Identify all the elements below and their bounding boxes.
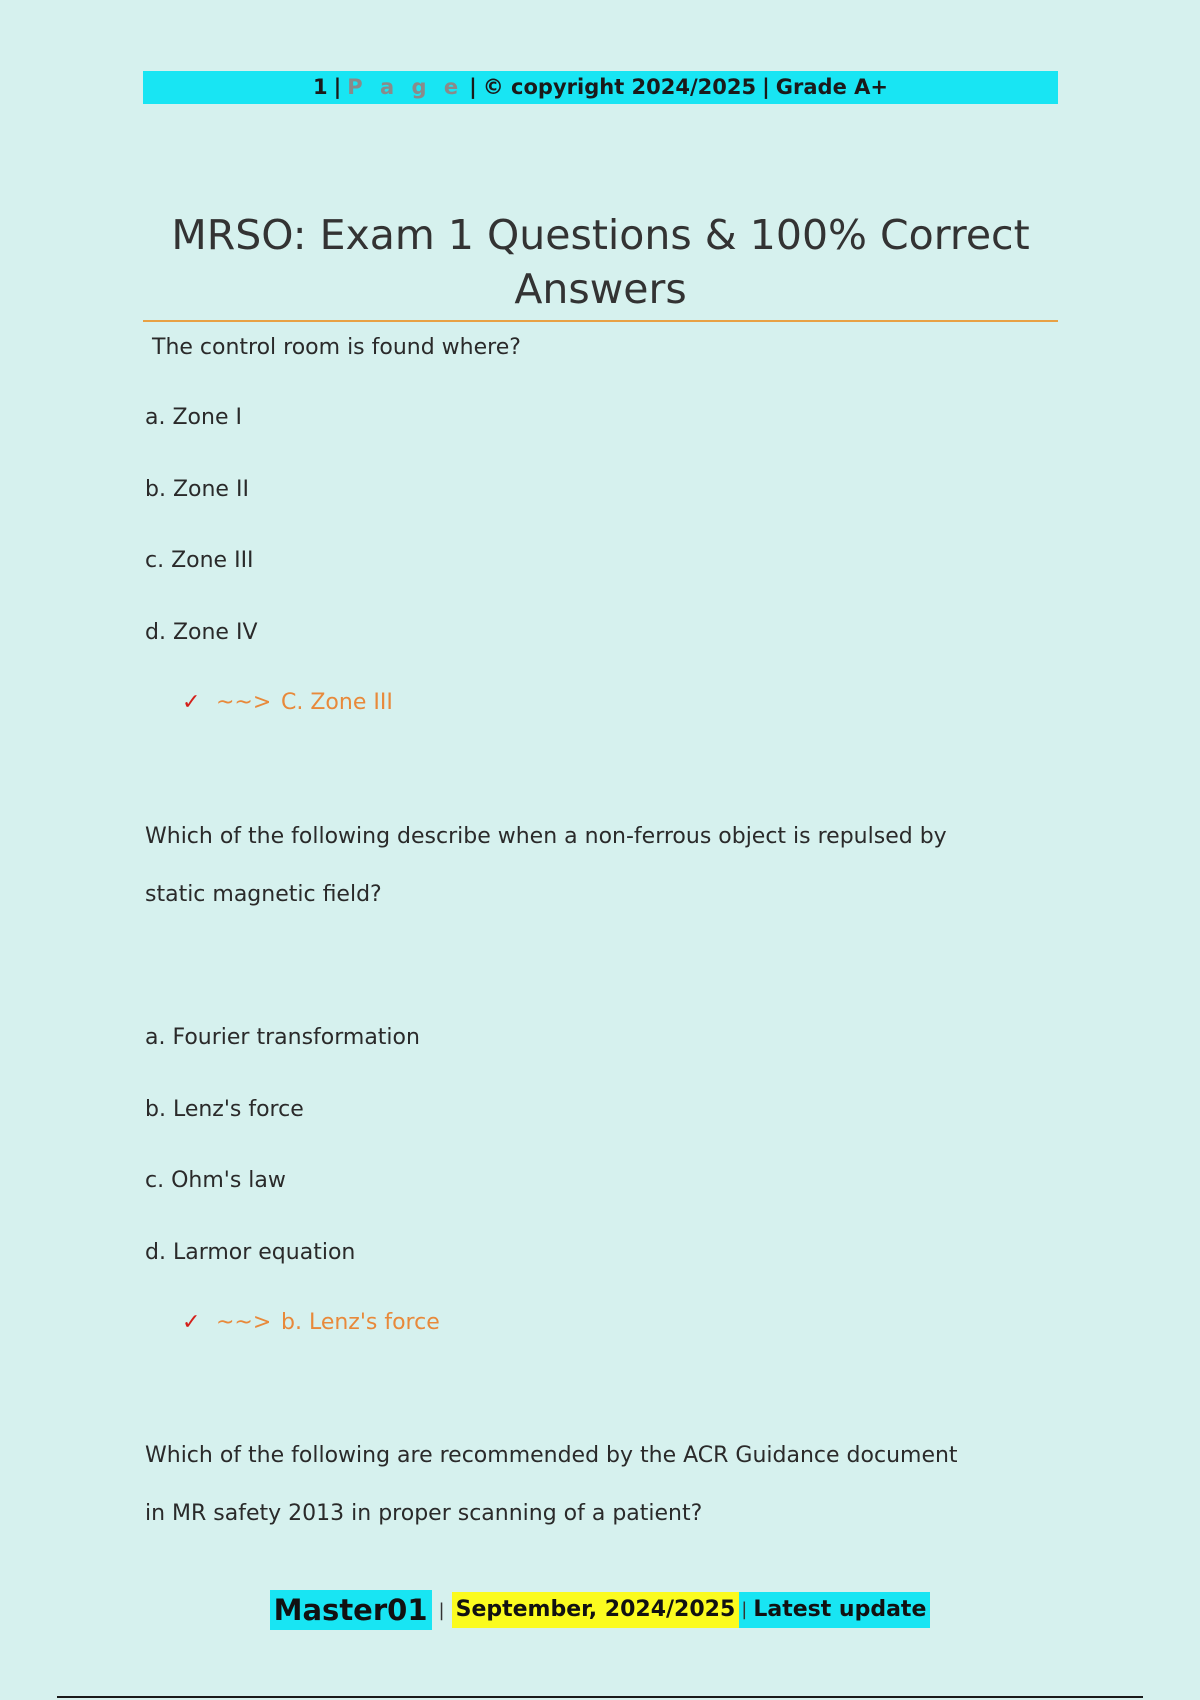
question-3-text-line-2: in MR safety 2013 in proper scanning of a patient?: [145, 1501, 703, 1526]
page-footer: [0, 1590, 1200, 1630]
checkmark-icon: ✓: [182, 1310, 201, 1335]
question-1-option-c: c. Zone III: [145, 548, 254, 573]
arrow-marker: ~~>: [216, 1310, 272, 1335]
page-header: 1 | P a g e | © copyright 2024/2025 | Grade A+: [143, 71, 1058, 104]
author-name: Master01: [270, 1590, 432, 1630]
question-2-option-c: c. Ohm's law: [145, 1168, 286, 1193]
question-2-option-b: b. Lenz's force: [145, 1097, 304, 1122]
question-2-answer: [182, 1310, 440, 1335]
arrow-marker: ~~>: [216, 690, 272, 715]
latest-update-label: Latest update: [749, 1592, 930, 1628]
question-1-option-a: a. Zone I: [145, 405, 242, 430]
question-2-option-a: a. Fourier transformation: [145, 1025, 420, 1050]
question-2-text-line-1: Which of the following describe when a non-ferrous object is repulsed by: [145, 824, 947, 849]
answer-text: b. Lenz's force: [281, 1310, 440, 1335]
page-number: 1: [313, 75, 328, 99]
question-2-text-line-2: static magnetic field?: [145, 882, 382, 907]
footer-divider: [57, 1696, 1143, 1698]
question-3-text-line-1: Which of the following are recommended by the ACR Guidance document: [145, 1443, 958, 1468]
question-1-text: The control room is found where?: [152, 335, 521, 360]
title-divider: [143, 320, 1058, 322]
footer-separator: |: [739, 1592, 749, 1628]
footer-separator: |: [438, 1599, 445, 1621]
question-1-option-d: d. Zone IV: [145, 620, 258, 645]
checkmark-icon: ✓: [182, 690, 201, 715]
copyright-text: © copyright 2024/2025: [482, 75, 757, 99]
question-1-option-b: b. Zone II: [145, 477, 249, 502]
footer-date: September, 2024/2025: [452, 1592, 740, 1628]
question-1-answer: [182, 690, 393, 715]
question-2-option-d: d. Larmor equation: [145, 1240, 356, 1265]
grade-text: Grade A+: [775, 75, 888, 99]
page-word: P a g e: [347, 75, 464, 99]
document-title: MRSO: Exam 1 Questions & 100% Correct Answers: [171, 211, 1030, 313]
answer-text: C. Zone III: [281, 690, 393, 715]
